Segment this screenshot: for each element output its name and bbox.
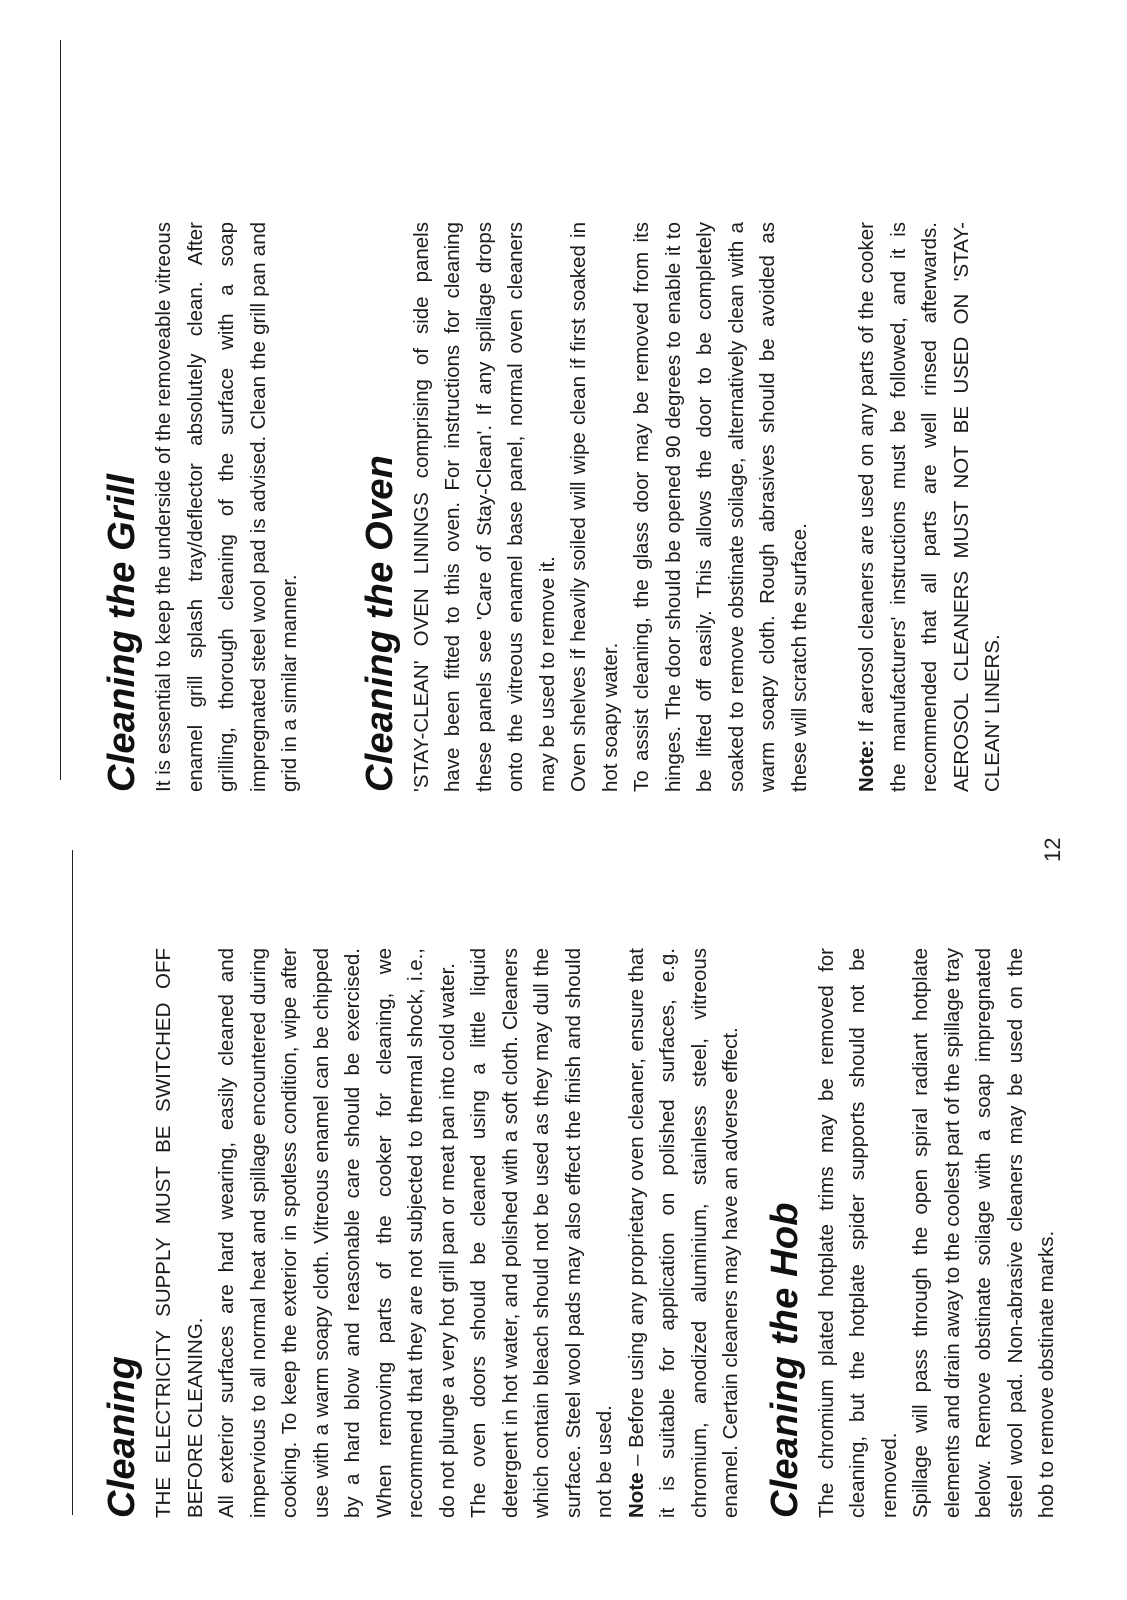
top-rule-left	[72, 850, 73, 1515]
section-heading-oven: Cleaning the Oven	[358, 454, 401, 792]
section-heading-grill: Cleaning the Grill	[101, 473, 143, 792]
section-heading-hob: Cleaning the Hob	[763, 1202, 806, 1518]
section-heading-cleaning: Cleaning	[101, 1355, 143, 1518]
stay-clean-paragraph: 'STAY-CLEAN' OVEN LININGS comprising of side panels have been fitted to this oven. For instructions for cleaning these panels see 'Care of Stay-Clean'. If any spillage drops onto the vitreous enamel base panel, normal oven cleaners may be used to remove it.	[409, 222, 559, 792]
oven-doors-paragraph: The oven doors should be cleaned using a little liquid detergent in hot water, and polished with a soft cloth. Cleaners which contain bleach should not be used as they may dull the surface. Steel wool pads may also effect the finish and should not be used.	[467, 948, 616, 1518]
note-label: Note	[624, 1472, 648, 1518]
right-column	[96, 222, 1009, 792]
note-label: Note:	[855, 739, 878, 792]
aerosol-note	[851, 222, 1009, 792]
page-number: 12	[1040, 837, 1065, 862]
top-rule-right	[60, 40, 61, 780]
oven-shelves-paragraph: Oven shelves if heavily soiled will wipe clean if first soaked in hot soapy water.	[567, 222, 622, 792]
note-text: If aerosol cleaners are used on any parts of the cooker the manufacturers' instructions must be followed, and it is recommended that all parts are well rinsed afterwards. AEROSOL CLEANERS MUST NOT BE USED ON 'STAY-CLEAN' LINERS.	[855, 222, 1004, 792]
switch-off-warning: THE ELECTRICITY SUPPLY MUST BE SWITCHED OFF BEFORE CLEANING.	[152, 948, 207, 1518]
hob-trims-paragraph: The chromium plated hotplate trims may be removed for cleaning, but the hotplate spider supports should not be removed.	[814, 948, 901, 1518]
note-text: – Before using any proprietary oven cleaner, ensure that it is suitable for application on polished surfaces, e.g. chromium, anodized aluminium, stainless steel, vitreous enamel. Certain cleaners may have an adverse effect.	[624, 948, 742, 1518]
grill-paragraph: It is essential to keep the underside of the removeable vitreous enamel grill splash tray/deflector absolutely clean. After grilling, thorough cleaning of the surface with a soap impregnated steel wool pad is advised. Clean the grill pan and grid in a similar manner.	[152, 222, 301, 792]
exterior-surfaces-paragraph: All exterior surfaces are hard wearing, easily cleaned and impervious to all normal heat and spillage encountered during cooking. To keep the exterior in spotless condition, wipe after use with a warm soapy cloth. Vitreous enamel can be chipped by a hard blow and reasonable care should be exercised. When removing parts of the cooker for cleaning, we recommend that they are not subjected to thermal shock, i.e., do not plunge a very hot grill pan or meat pan into cold water.	[215, 948, 459, 1518]
oven-cleaner-note	[621, 948, 747, 1518]
glass-door-paragraph: To assist cleaning, the glass door may be removed from its hinges. The door should be opened 90 degrees to enable it to be lifted off easily. This allows the door to be completely soaked to remove obstinate soilage, alternatively clean with a warm soapy cloth. Rough abrasives should be avoided as these will scratch the surface.	[630, 222, 811, 792]
left-column	[96, 948, 1063, 1518]
hob-spillage-paragraph: Spillage will pass through the open spiral radiant hotplate elements and drain away to the coolest part of the spillage tray below. Remove obstinate soilage with a soap impregnated steel wool pad. Non-abrasive cleaners may be used on the hob to remove obstinate marks.	[909, 948, 1058, 1518]
